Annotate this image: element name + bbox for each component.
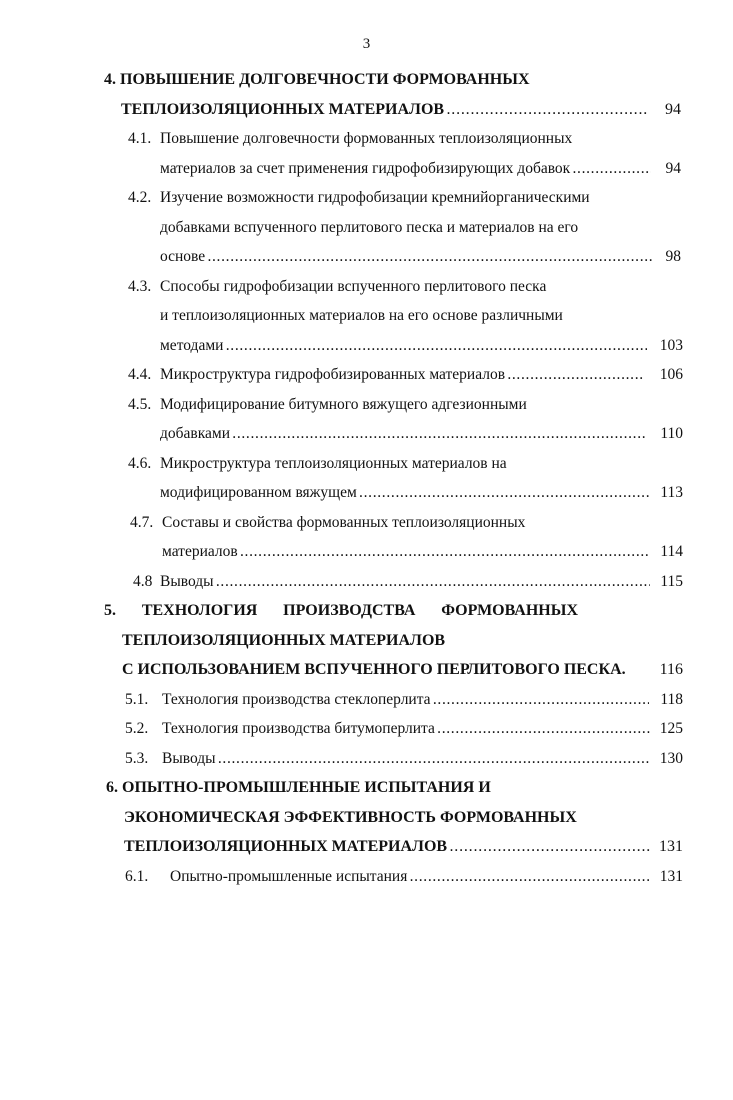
section-4-8-page: 115: [650, 567, 683, 597]
chapter-5-word-2: ТЕХНОЛОГИЯ: [141, 602, 258, 619]
toc-chapter-4-line-2[interactable]: [0, 95, 733, 125]
chapter-5-word-4: ФОРМОВАННЫХ: [441, 602, 578, 619]
toc-chapter-4-line-1: [0, 65, 733, 95]
chapter-6-title-end: ТЕПЛОИЗОЛЯЦИОННЫХ МАТЕРИАЛОВ . . .: [124, 832, 651, 862]
section-4-7-title-cont: материалов . . .: [162, 537, 650, 567]
toc-item-5-1[interactable]: [0, 685, 733, 715]
toc-chapter-5-line-1[interactable]: [0, 596, 733, 626]
chapter-4-title-cont: ТЕПЛОИЗОЛЯЦИОННЫХ МАТЕРИАЛОВ . . .: [121, 95, 649, 125]
toc-item-4-2-line-3[interactable]: [0, 242, 733, 272]
section-4-6-title-cont: модифицированном вяжущем . . .: [160, 478, 650, 508]
section-6-1-page: 131: [649, 862, 683, 892]
page-number: 3: [362, 36, 371, 52]
section-4-8-number: 4.8: [133, 572, 153, 590]
chapter-5-page: 116: [651, 655, 683, 685]
section-4-6-title: Микроструктура теплоизоляционных материалов на: [160, 454, 507, 472]
chapter-6-page: 131: [651, 832, 683, 862]
section-5-3-title: Выводы . . .: [162, 744, 651, 774]
chapter-4-page: 94: [649, 95, 681, 125]
section-4-1-title: Повышение долговечности формованных теплоизоляционных: [160, 130, 573, 147]
chapter-5-word-1: 5.: [104, 602, 116, 619]
toc-chapter-5-line-2[interactable]: [0, 626, 733, 656]
section-5-1-title: Технология производства стеклоперлита . . .: [162, 685, 649, 715]
toc-item-4-5-line-2[interactable]: [0, 419, 733, 449]
chapter-5-title: [104, 596, 578, 626]
section-4-3-number: 4.3.: [128, 277, 152, 295]
toc-item-4-1-line-2[interactable]: [0, 154, 733, 184]
toc-item-4-6-line-1[interactable]: [0, 449, 733, 479]
toc-item-4-6-line-2[interactable]: [0, 478, 733, 508]
chapter-5-title-cont: ТЕПЛОИЗОЛЯЦИОННЫХ МАТЕРИАЛОВ: [122, 631, 446, 649]
section-5-3-page: 130: [651, 744, 683, 774]
toc-item-4-4[interactable]: [0, 360, 733, 390]
section-4-3-page: 103: [647, 331, 683, 361]
section-4-6-page: 113: [650, 478, 683, 508]
section-4-2-page: 98: [652, 242, 681, 272]
toc-item-5-2[interactable]: [0, 714, 733, 744]
toc-chapter-6-line-2[interactable]: [0, 803, 733, 833]
section-4-4-title: Микроструктура гидрофобизированных материалов . . .: [160, 360, 644, 390]
section-5-1-number: 5.1.: [125, 690, 149, 708]
section-6-1-title: Опытно-промышленные испытания . . .: [170, 862, 649, 892]
chapter-5-title-end: С ИСПОЛЬЗОВАНИЕМ ВСПУЧЕННОГО ПЕРЛИТОВОГО ПЕСКА.: [122, 661, 626, 678]
toc-chapter-6-line-1[interactable]: [0, 773, 733, 803]
section-5-2-number: 5.2.: [125, 720, 149, 737]
toc-item-6-1[interactable]: [0, 862, 733, 892]
section-4-2-title: Изучение возможности гидрофобизации кремнийорганическими: [160, 189, 590, 206]
toc-chapter-5-line-3[interactable]: [0, 655, 733, 685]
section-4-7-number: 4.7.: [130, 513, 154, 531]
section-5-2-page: 125: [651, 714, 683, 744]
section-4-3-title: Способы гидрофобизации вспученного перлитового песка: [160, 277, 547, 295]
chapter-4-title: 4. ПОВЫШЕНИЕ ДОЛГОВЕЧНОСТИ ФОРМОВАННЫХ: [104, 71, 530, 88]
toc-item-4-5-line-1[interactable]: [0, 390, 733, 420]
section-4-5-number: 4.5.: [128, 395, 152, 413]
section-4-5-page: 110: [647, 419, 683, 449]
toc-item-4-1-line-1[interactable]: [0, 124, 733, 154]
chapter-5-word-3: ПРОИЗВОДСТВА: [283, 602, 416, 619]
toc-item-4-2-line-2[interactable]: [0, 213, 733, 243]
section-4-2-title-cont: добавками вспученного перлитового песка и материалов на его: [160, 218, 579, 236]
toc-item-4-7-line-1[interactable]: [0, 508, 733, 538]
section-4-7-page: 114: [650, 537, 683, 567]
toc-chapter-6-line-3[interactable]: [0, 832, 733, 862]
section-4-6-number: 4.6.: [128, 454, 152, 472]
toc-item-5-3[interactable]: [0, 744, 733, 774]
section-4-1-title-cont: материалов за счет применения гидрофобизирующих добавок . . .: [160, 154, 651, 184]
section-4-8-title: Выводы . . .: [160, 567, 650, 597]
toc-item-4-3-line-3[interactable]: [0, 331, 733, 361]
chapter-6-title-cont: ЭКОНОМИЧЕСКАЯ ЭФФЕКТИВНОСТЬ ФОРМОВАННЫХ: [124, 808, 577, 826]
section-4-4-number: 4.4.: [128, 366, 152, 383]
section-4-3-title-end: методами . . .: [160, 331, 647, 361]
chapter-6-title: 6. ОПЫТНО-ПРОМЫШЛЕННЫЕ ИСПЫТАНИЯ И: [106, 779, 491, 796]
table-of-contents: [0, 65, 733, 891]
section-4-3-title-cont: и теплоизоляционных материалов на его основе различными: [160, 307, 563, 324]
section-4-2-number: 4.2.: [128, 189, 152, 206]
section-4-1-number: 4.1.: [128, 130, 152, 147]
section-5-3-number: 5.3.: [125, 749, 149, 767]
section-4-1-page: 94: [651, 154, 681, 184]
section-5-1-page: 118: [649, 685, 683, 715]
section-6-1-number: 6.1.: [125, 867, 149, 885]
section-4-2-title-end: основе . . .: [160, 242, 652, 272]
section-4-7-title: Составы и свойства формованных теплоизоляционных: [162, 513, 526, 531]
toc-item-4-2-line-1[interactable]: [0, 183, 733, 213]
section-4-5-title: Модифицирование битумного вяжущего адгезионными: [160, 395, 527, 413]
section-5-2-title: Технология производства битумоперлита . . .: [162, 714, 651, 744]
toc-item-4-8[interactable]: [0, 567, 733, 597]
section-4-4-page: 106: [644, 360, 683, 390]
section-4-5-title-cont: добавками . . .: [160, 419, 647, 449]
toc-item-4-7-line-2[interactable]: [0, 537, 733, 567]
toc-item-4-3-line-2[interactable]: [0, 301, 733, 331]
toc-item-4-3-line-1[interactable]: [0, 272, 733, 302]
